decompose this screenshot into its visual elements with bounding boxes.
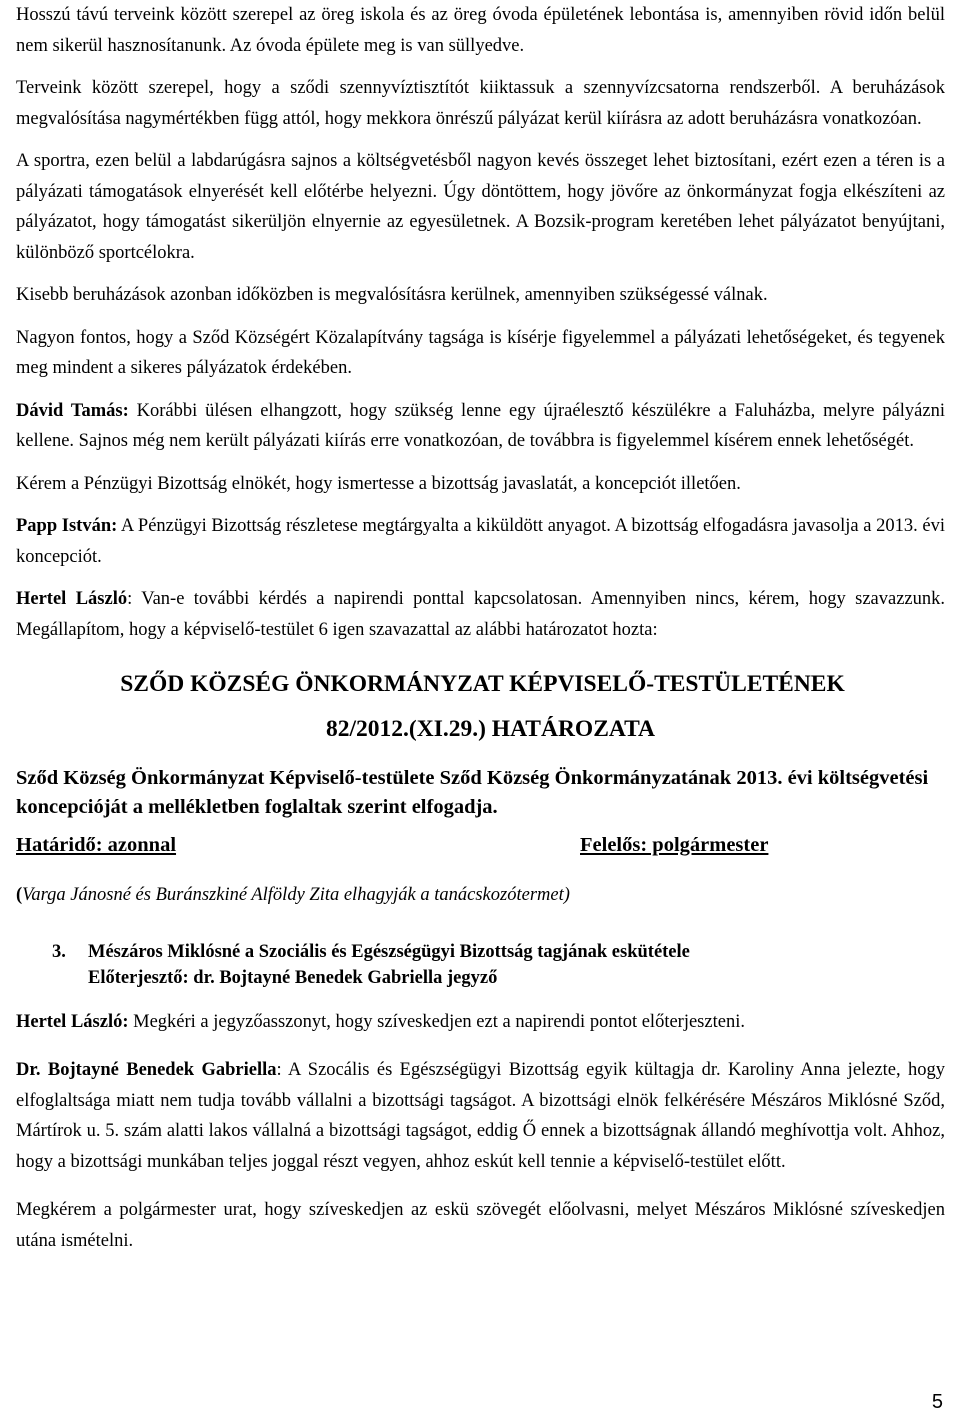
- paragraph-small-investments: Kisebb beruházások azonban időközben is megvalósításra kerülnek, amennyiben szükségessé válnak.: [16, 285, 768, 305]
- speaker-name: Hertel László: [16, 589, 128, 609]
- paragraph-request: Kérem a Pénzügyi Bizottság elnökét, hogy ismertesse a bizottság javaslatát, a koncepciót illetően.: [16, 473, 741, 494]
- paragraph-david-tamas: [16, 396, 945, 457]
- resolution-text: Sződ Község Önkormányzat Képviselő-testülete Sződ Község Önkormányzatának 2013. évi költségvetési koncepcióját a mellékletben foglaltak szerint elfogadja.: [16, 767, 929, 818]
- speech-text: : Van-e további kérdés a napirendi ponttal kapcsolatosan. Amennyiben nincs, kérem, hogy szavazzunk. Megállapítom, hogy a képviselő-testület 6 igen szavazattal az alábbi határozatot hozta:: [16, 589, 945, 640]
- agenda-title: Mészáros Miklósné a Szociális és Egészségügyi Bizottság tagjának eskütétele: [88, 941, 690, 962]
- note-paren: (: [16, 885, 23, 905]
- paragraph-foundation: Nagyon fontos, hogy a Sződ Községért Közalapítvány tagsága is kísérje figyelemmel a pályázati lehetőségeket, és tegyenek meg mindent a sikeres pályázatok érdekében.: [16, 327, 945, 378]
- agenda-item: [52, 939, 945, 991]
- paragraph-wastewater: Terveink között szerepel, hogy a sződi szennyvíztisztítót kiiktassuk a szennyvízcsatorna rendszerből. A beruházások megvalósítása nagymértékben függ attól, hogy mekkora önrészű pályázat kerül kiírásra az adott beruházásra vonatkozóan.: [16, 78, 945, 129]
- speech-text: A Pénzügyi Bizottság részletese megtárgyalta a kiküldött anyagot. A bizottság elfogadásra javasolja a 2013. évi koncepciót.: [16, 516, 945, 567]
- document-page: [16, 0, 945, 1256]
- resolution-meta: [16, 834, 945, 866]
- paragraph-buildings: Hosszú távú terveink között szerepel az öreg iskola és az öreg óvoda épületének lebontása is, amennyiben rövid időn belül nem sikerül hasznosítanunk. Az óvoda épülete meg is van süllyedve.: [16, 5, 945, 56]
- speech-text: Korábbi ülésen elhangzott, hogy szükség lenne egy újraélesztő készülékre a Faluházba, melyre pályázni kellene. Sajnos még nem került pályázati kiírás erre vonatkozóan, de továbbra is figyelemmel kísérem ennek lehetőségét.: [16, 400, 945, 451]
- speech-text: : A Szocális és Egészségügyi Bizottság egyik kültagja dr. Karoliny Anna jelezte, hogy elfoglaltsága miatt nem tudja tovább vállalni a bizottsági tagságot. A bizottsági elnök felkérésére Mészáros Miklósné Sződ, Mártírok u. 5. szám alatti lakos vállalná a bizottsági tagságot, eddig Ő ennek a bizottságnak állandó meghívottja volt. Ahhoz, hogy a bizottsági munkában teljes joggal részt vegyen, ahhoz eskút kell tennie a képviselő-testület előtt.: [16, 1060, 945, 1172]
- paragraph-hertel-request: [16, 1007, 945, 1038]
- speaker-name: Papp István:: [16, 516, 118, 536]
- resolution-number: 82/2012.(XI.29.) HATÁROZATA: [326, 716, 655, 742]
- paragraph-papp-istvan: [16, 511, 945, 572]
- note-text: Varga Jánosné és Buránszkiné Alföldy Zita elhagyják a tanácskozótermet): [22, 885, 570, 905]
- speech-text: Megkéri a jegyzőasszonyt, hogy szíveskedjen ezt a napirendi pontot előterjeszteni.: [128, 1011, 745, 1032]
- absence-note: [16, 880, 945, 911]
- deadline: Határidő: azonnal: [16, 834, 177, 856]
- resolution-heading: SZŐD KÖZSÉG ÖNKORMÁNYZAT KÉPVISELŐ-TESTÜLETÉNEK: [120, 671, 845, 697]
- agenda-title-row: [52, 939, 945, 965]
- speaker-name: Hertel László:: [16, 1011, 129, 1032]
- agenda-presenter: Előterjesztő: dr. Bojtayné Benedek Gabriella jegyző: [88, 967, 498, 988]
- speaker-name: Dávid Tamás:: [16, 400, 129, 421]
- agenda-number: 3.: [52, 941, 66, 962]
- page-number: 5: [931, 1391, 943, 1413]
- responsible: Felelős: polgármester: [580, 834, 769, 856]
- paragraph-bojtayne: [16, 1055, 945, 1177]
- paragraph-oath-request: Megkérem a polgármester urat, hogy szíveskedjen az eskü szövegét előolvasni, melyet Mészáros Miklósné szíveskedjen utána ismételni.: [16, 1200, 945, 1251]
- speaker-name: Dr. Bojtayné Benedek Gabriella: [16, 1060, 277, 1080]
- paragraph-hertel-vote: [16, 584, 945, 645]
- paragraph-sport: A sportra, ezen belül a labdarúgásra sajnos a költségvetésből nagyon kevés összeget lehet biztosítani, ezért ezen a téren is a pályázati támogatások elnyerését kell előtérbe helyezni. Úgy döntöttem, hogy jövőre az önkormányzat fogja elkészíteni az pályázatot, hogy támogatást sikerüljön elnyernie az egyesületnek. A Bozsik-program keretében lehet pályázatot benyújtani, különböző sportcélokra.: [16, 151, 945, 263]
